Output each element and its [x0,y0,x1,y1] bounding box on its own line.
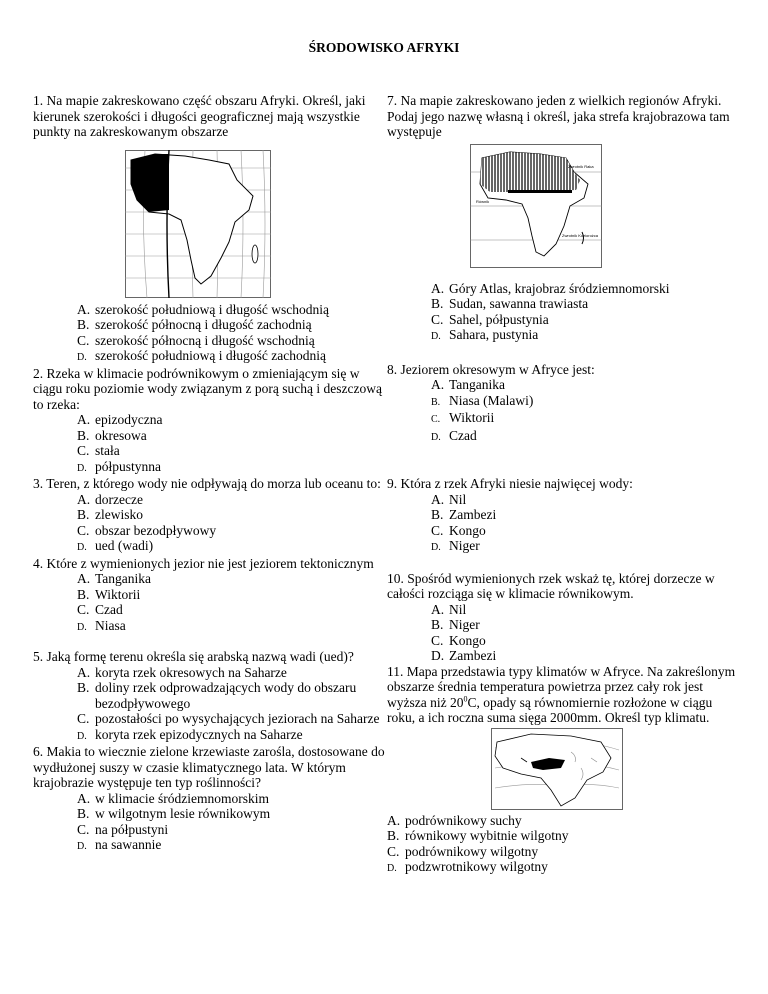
q8-options [387,377,737,445]
q7-option-d[interactable]: D. Sahara, pustynia [431,327,539,342]
q9-options [387,492,737,556]
q10-options [387,602,737,664]
map-11 [491,728,623,810]
q2-options [33,412,385,476]
q11-options [387,813,737,877]
question-9: 9. Która z rzek Afryki niesie najwięcej wody: [387,476,633,491]
q8-option-b[interactable]: B. Niasa (Malawi) [431,392,534,408]
q8-option-d[interactable]: D. Czad [431,427,477,443]
q1-option-d[interactable]: D. szerokość południową i długość zachodnią [77,348,326,363]
q2-option-b[interactable]: B. okresowa [77,427,147,443]
africa-region-map [470,144,602,268]
map-label-zwrotnik-raka: Zwrotnik Raka [568,163,594,169]
q9-option-b[interactable]: B. Zambezi [431,507,497,522]
q9-option-d[interactable]: D. Niger [431,538,480,553]
map-label-zwrotnik-koziorozca: Zwrotnik Koziorożca [562,232,599,238]
question-1: 1. Na mapie zakreskowano część obszaru Afryki. Określ, jaki kierunek szerokości i długości geograficznej mają wszystkie punkty na zakreskowanym obszarze [33,93,366,139]
question-8: 8. Jeziorem okresowym w Afryce jest: [387,361,595,377]
q2-option-c[interactable]: C. stała [77,443,120,458]
q4-option-a[interactable]: A. Tanganika [77,571,152,586]
q4-options [33,571,385,635]
q1-option-b[interactable]: B. szerokość północną i długość zachodnią [77,317,312,332]
q5-options [33,665,385,745]
q10-option-a[interactable]: A. Nil [431,601,467,617]
q11-option-d[interactable]: D. podzwrotnikowy wilgotny [387,859,548,874]
q1-options [33,302,385,366]
q3-option-c[interactable]: C. obszar bezodpływowy [77,522,217,538]
q4-option-b[interactable]: B. Wiktorii [77,586,141,602]
question-3: 3. Teren, z którego wody nie odpływają do morza lub oceanu to: [33,476,381,491]
question-5: 5. Jaką formę terenu określa się arabską nazwą wadi (ued)? [33,649,354,664]
q3-option-b[interactable]: B. zlewisko [77,507,143,522]
q11-option-c[interactable]: C. podrównikowy wilgotny [387,843,539,859]
question-2: 2. Rzeka w klimacie podrównikowym o zmieniającym się w ciągu roku poziomie wody związanym z porą suchą i deszczową to rzeka: [33,365,382,412]
question-10: 10. Spośród wymienionych rzek wskaż tę, której dorzecze w całości rozciąga się w klimacie równikowym. [387,570,715,601]
africa-grid-map [125,150,271,298]
q5-option-d[interactable]: D. koryta rzek epizodycznych na Saharze [77,726,303,742]
question-4: 4. Które z wymienionych jezior nie jest jeziorem tektonicznym [33,555,374,571]
q2-option-d[interactable]: D. półpustynna [77,458,161,474]
q8-option-c[interactable]: C. Wiktorii [431,410,495,425]
q6-option-d[interactable]: D. na sawannie [77,837,162,852]
q6-option-c[interactable]: C. na półpustyni [77,821,169,837]
q3-option-d[interactable]: D. ued (wadi) [77,538,154,553]
q7-option-a[interactable]: A. Góry Atlas, krajobraz śródziemnomorski [431,280,670,296]
q8-option-a[interactable]: A. Tanganika [431,377,506,392]
map-1 [125,150,271,298]
africa-climate-map [491,728,623,810]
q1-option-a[interactable]: A. szerokość południową i długość wschodnią [77,301,329,317]
q9-option-a[interactable]: A. Nil [431,491,467,507]
q10-option-d[interactable]: D. Zambezi [431,648,497,663]
q6-option-a[interactable]: A. w klimacie śródziemnomorskim [77,790,269,806]
q11-option-a[interactable]: A. podrównikowy suchy [387,812,522,828]
q3-options [33,492,385,556]
map-label-rownik: Równik [476,198,490,204]
question-7: 7. Na mapie zakreskowano jeden z wielkich regionów Afryki. Podaj jego nazwę własną i określ, jaka strefa krajobrazowa tam występuje [387,93,730,139]
q5-option-a[interactable]: A. koryta rzek okresowych na Saharze [77,664,287,680]
q9-option-c[interactable]: C. Kongo [431,522,486,538]
q4-option-c[interactable]: C. Czad [77,602,123,617]
page-title: ŚRODOWISKO AFRYKI [308,40,460,55]
q5-option-b[interactable]: B. doliny rzek odprowadzających wody do obszaru bezodpływowego [77,680,357,711]
q11-option-b[interactable]: B. równikowy wybitnie wilgotny [387,828,569,843]
q4-option-d[interactable]: D. Niasa [77,617,126,633]
question-6: 6. Makia to wiecznie zielone krzewiaste zarośla, dostosowane do wydłużonej suszy w czasie klimatycznego lata. W którym krajobrazie występuje ten typ roślinności? [33,744,385,790]
right-column [387,93,737,877]
q1-option-c[interactable]: C. szerokość północną i długość wschodnią [77,332,315,348]
q6-option-b[interactable]: B. w wilgotnym lesie równikowym [77,806,271,821]
q7-option-c[interactable]: C. Sahel, półpustynia [431,311,549,327]
q2-option-a[interactable]: A. epizodyczna [77,412,163,427]
left-column [33,93,385,855]
q10-option-c[interactable]: C. Kongo [431,632,486,648]
q6-options [33,791,385,855]
q7-options [387,281,737,345]
q7-option-b[interactable]: B. Sudan, sawanna trawiasta [431,296,589,311]
q3-option-a[interactable]: A. dorzecze [77,491,143,507]
q5-option-c[interactable]: C. pozostałości po wysychających jeziorach na Saharze [77,711,380,726]
map-7 [470,144,602,268]
question-11: 11. Mapa przedstawia typy klimatów w Afryce. Na zakreślonym obszarze średnia temperatura powietrza przez cały rok jest wyższa niż $20^0C$, opady są równomiernie rozłożone w ciągu roku, a ich roczna suma sięga 2000mm. Określ typ klimatu. [387,663,736,725]
q10-option-b[interactable]: B. Niger [431,617,480,632]
